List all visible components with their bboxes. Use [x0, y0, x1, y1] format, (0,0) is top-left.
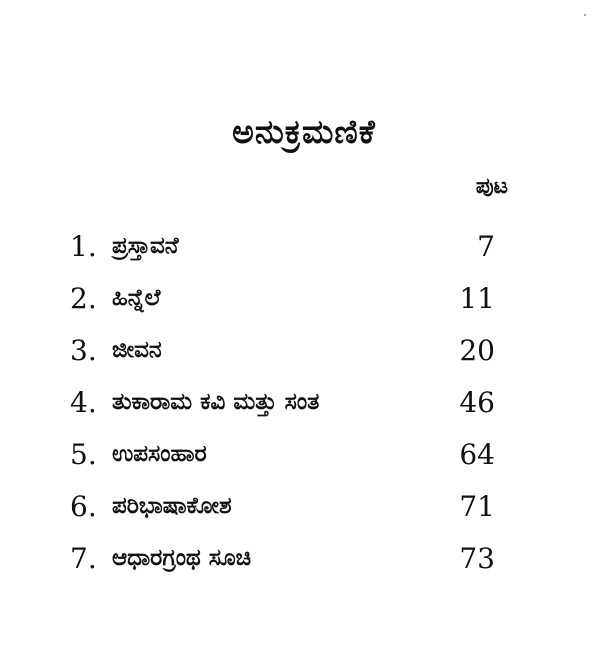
page-speck: [584, 14, 586, 16]
entry-page: 73: [459, 541, 495, 575]
entry-title: ಉಪಸಂಹಾರ: [112, 441, 207, 467]
entry-number: 4.: [70, 385, 97, 419]
toc-entry: [70, 220, 495, 272]
entry-title: ಹಿನ್ನೆಲೆ: [112, 285, 161, 311]
entry-title: ಪ್ರಸ್ತಾವನೆ: [112, 233, 179, 259]
entry-number: 6.: [70, 489, 97, 523]
entry-number: 1.: [70, 229, 97, 263]
toc-entry: [70, 324, 495, 376]
entry-page: 7: [477, 229, 495, 263]
entry-title: ತುಕಾರಾಮ ಕವಿ ಮತ್ತು ಸಂತ: [112, 389, 320, 415]
toc-entry: [70, 480, 495, 532]
entry-title: ಜೀವನ: [112, 337, 162, 363]
page-title: ಅನುಕ್ರಮಣಿಕೆ: [232, 112, 376, 151]
entry-title: ಆಧಾರಗ್ರಂಥ ಸೂಚಿ: [112, 545, 252, 571]
toc-entry: [70, 272, 495, 324]
toc-entry: [70, 376, 495, 428]
table-of-contents: [70, 220, 495, 584]
entry-page: 20: [459, 333, 495, 367]
entry-page: 64: [459, 437, 495, 471]
entry-page: 46: [459, 385, 495, 419]
entry-number: 5.: [70, 437, 97, 471]
toc-entry: [70, 428, 495, 480]
entry-number: 7.: [70, 541, 97, 575]
entry-number: 3.: [70, 333, 97, 367]
entry-page: 71: [459, 489, 495, 523]
entry-title: ಪರಿಭಾಷಾಕೋಶ: [112, 493, 232, 519]
page-column-header: ಪುಟ: [475, 174, 508, 199]
entry-page: 11: [459, 281, 495, 315]
entry-number: 2.: [70, 281, 97, 315]
toc-entry: [70, 532, 495, 584]
